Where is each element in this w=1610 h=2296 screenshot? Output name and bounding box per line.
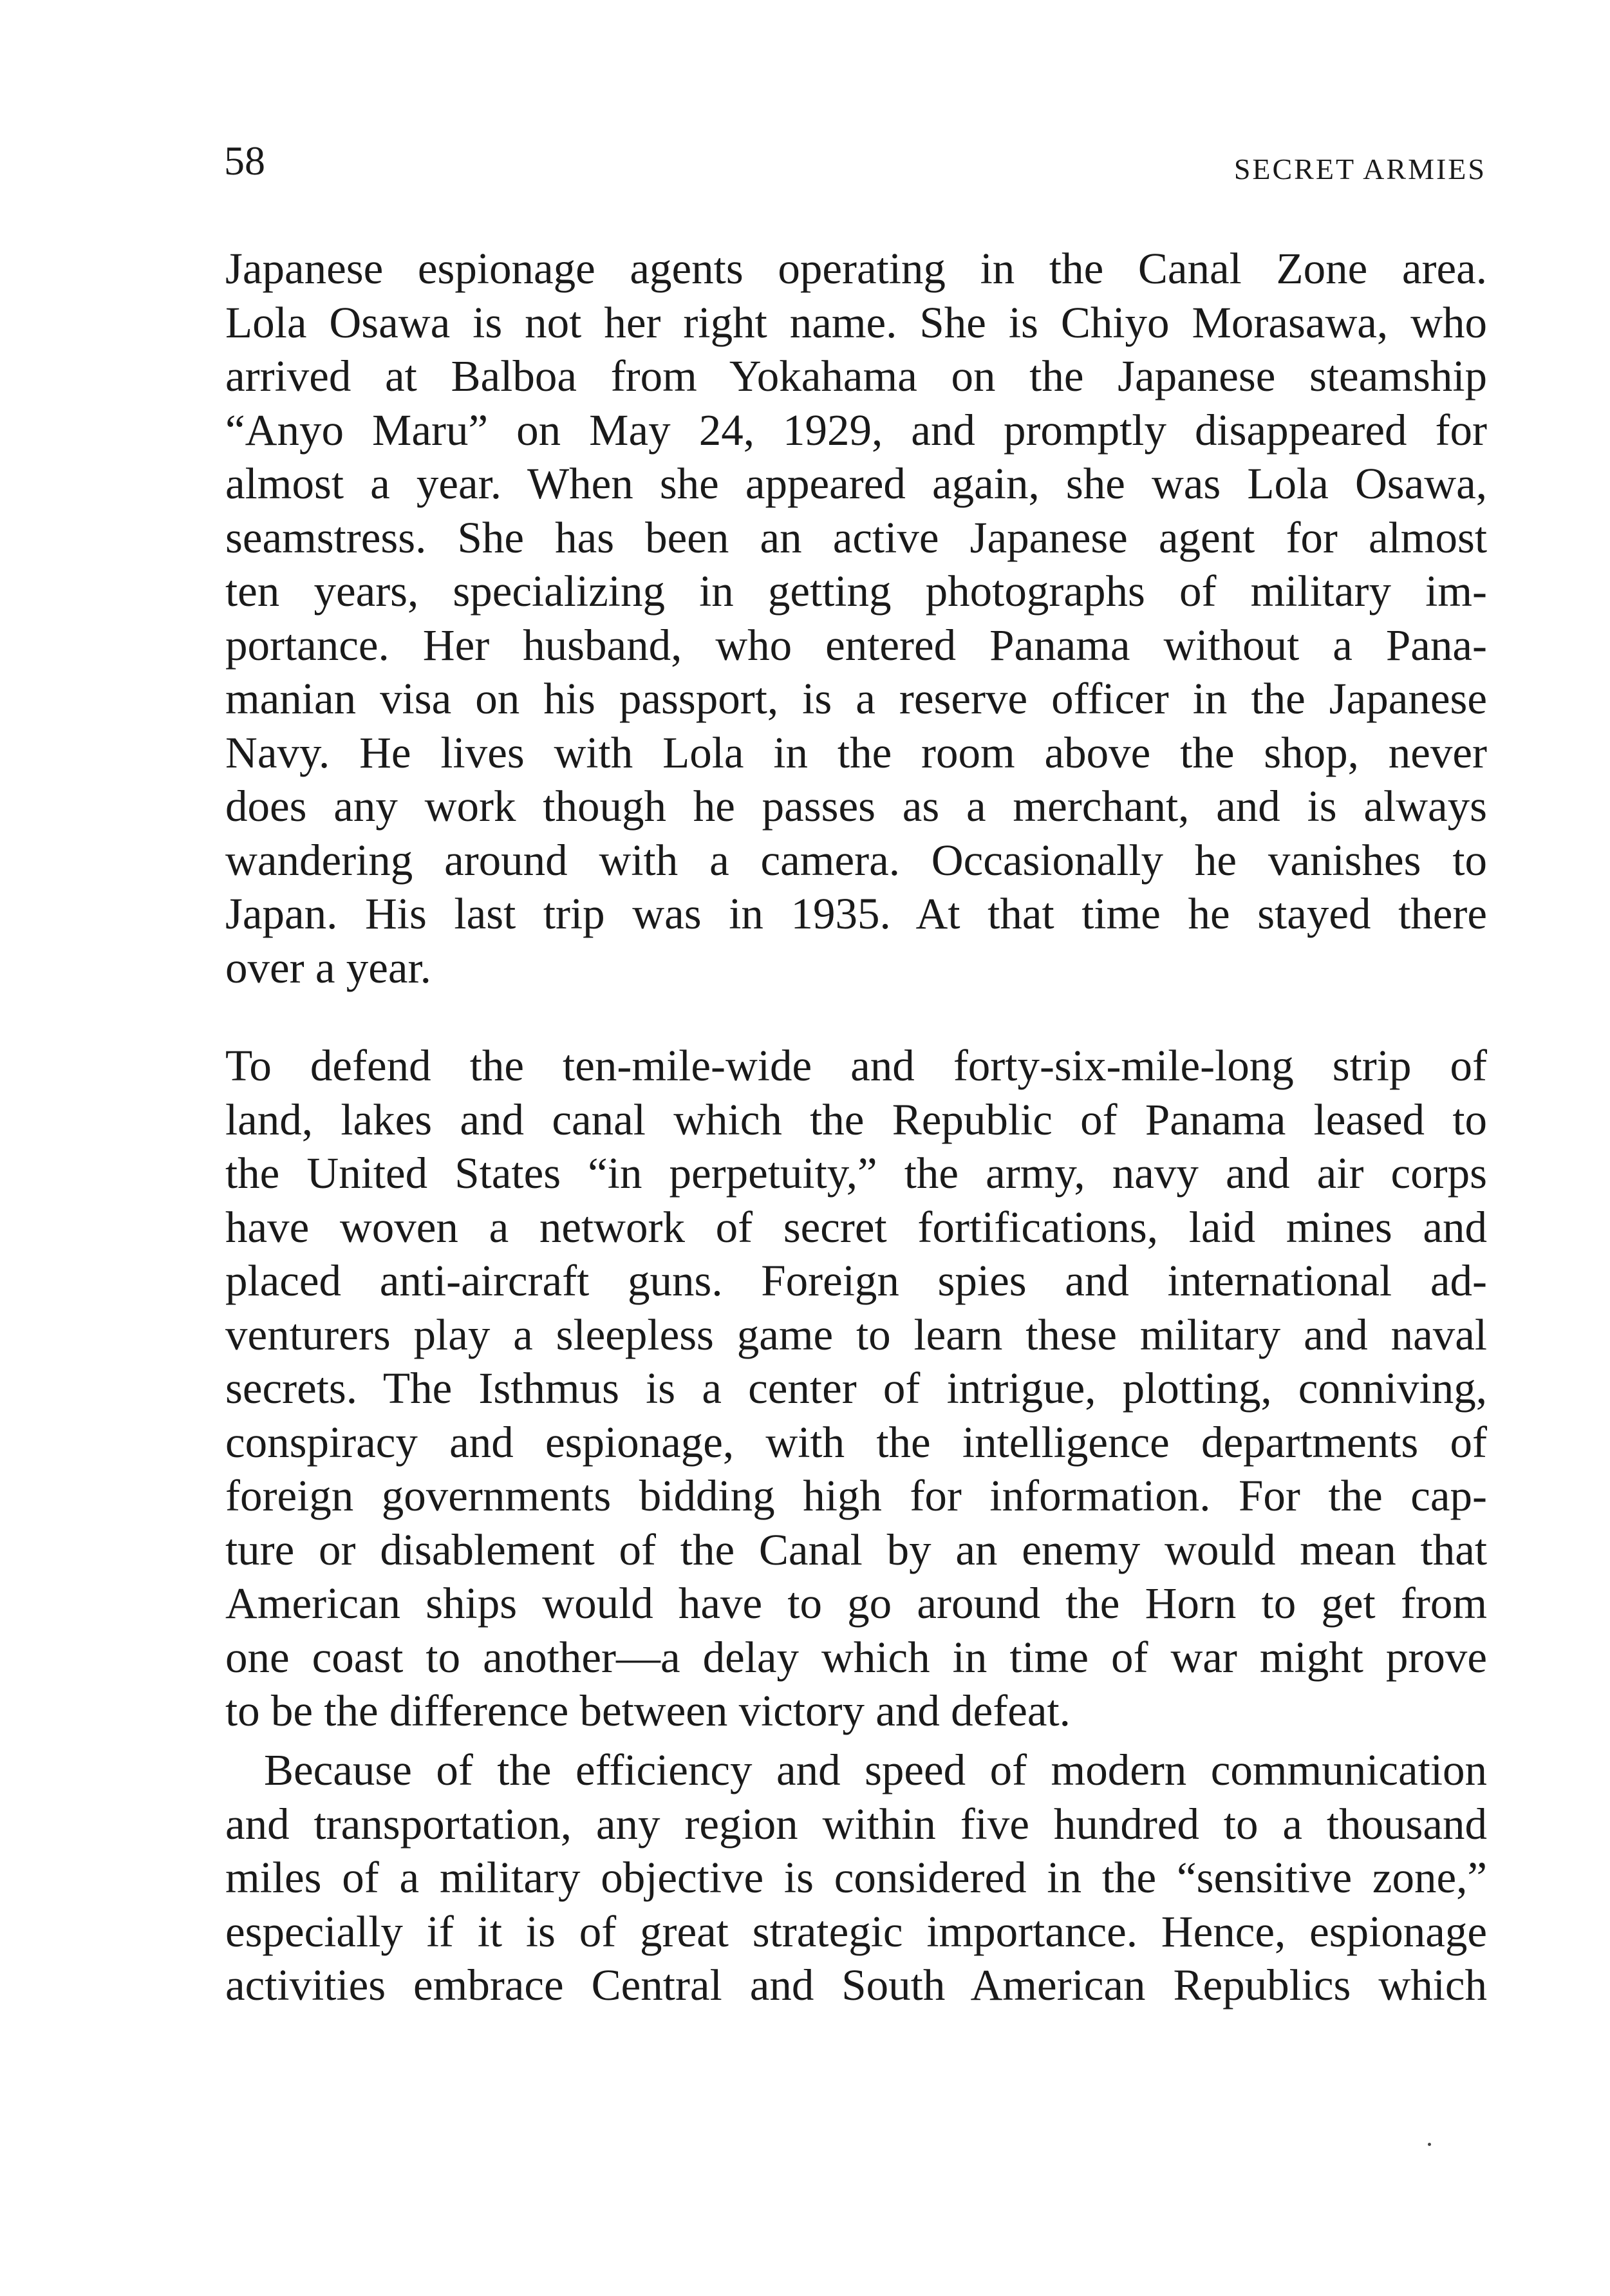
text-line: secrets. The Isthmus is a center of intrigue, plotting, conniving, [225,1364,1487,1413]
text-line: foreign governments bidding high for information. For the cap- [225,1471,1487,1520]
text-line: arrived at Balboa from Yokahama on the Japanese steamship [225,352,1487,400]
text-line: over a year. [225,943,431,992]
text-line: land, lakes and canal which the Republic of Panama leased to [225,1095,1487,1144]
text-line: American ships would have to go around the Horn to get from [225,1579,1487,1628]
text-line: Japan. His last trip was in 1935. At that time he stayed there [225,889,1487,938]
text-line: wandering around with a camera. Occasionally he vanishes to [225,835,1487,885]
page-number: 58 [224,138,265,183]
text-line: to be the difference between victory and defeat. [225,1686,1071,1735]
text-line: the United States “in perpetuity,” the army, navy and air corps [225,1149,1487,1198]
text-line: one coast to another—a delay which in time of war might prove [225,1632,1487,1682]
text-line: ten years, specializing in getting photographs of military im- [225,567,1487,616]
text-line: Lola Osawa is not her right name. She is Chiyo Morasawa, who [225,297,1487,347]
text-line: almost a year. When she appeared again, she was Lola Osawa, [225,459,1487,508]
text-line: and transportation, any region within five hundred to a thousand [225,1799,1487,1849]
text-line: does any work though he passes as a merchant, and is always [225,782,1487,831]
text-line: To defend the ten-mile-wide and forty-six-mile-long strip of [225,1041,1487,1090]
text-line: ture or disablement of the Canal by an enemy would mean that [225,1525,1487,1574]
text-line: seamstress. She has been an active Japanese agent for almost [225,513,1487,562]
paragraph-2 [225,1039,1487,1738]
scan-speck [1428,2143,1431,2146]
text-line: have woven a network of secret fortifications, laid mines and [225,1202,1487,1252]
running-head: SECRET ARMIES [1233,153,1486,185]
text-line: placed anti-aircraft guns. Foreign spies and international ad- [225,1256,1487,1305]
text-line: miles of a military objective is considered in the “sensitive zone,” [225,1853,1487,1902]
text-line: especially if it is of great strategic importance. Hence, espionage [225,1906,1487,1956]
text-line: portance. Her husband, who entered Panama without a Pana- [225,620,1487,670]
text-line: Japanese espionage agents operating in the Canal Zone area. [225,244,1487,293]
text-line: conspiracy and espionage, with the intelligence departments of [225,1417,1487,1467]
text-line: manian visa on his passport, is a reserve officer in the Japanese [225,674,1487,723]
text-line: “Anyo Maru” on May 24, 1929, and promptly disappeared for [225,405,1487,455]
text-line: venturers play a sleepless game to learn these military and naval [225,1310,1487,1359]
text-line: Because of the efficiency and speed of modern communication [264,1746,1487,1794]
paragraph-3 [225,1744,1487,2013]
text-line: Navy. He lives with Lola in the room above the shop, never [225,728,1487,777]
paragraph-1 [225,242,1487,995]
text-line: activities embrace Central and South American Republics which [225,1961,1487,2009]
